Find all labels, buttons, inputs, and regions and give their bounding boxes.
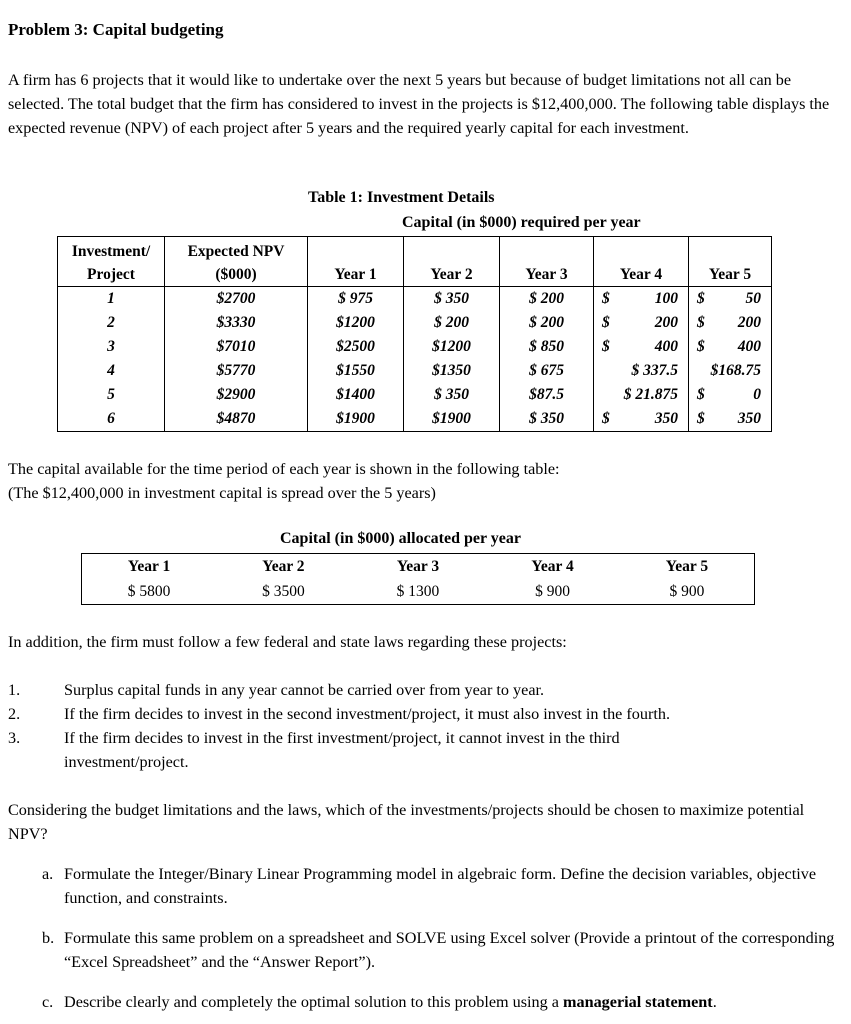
- cell-y1: $1200: [308, 311, 404, 335]
- part-label: c.: [42, 993, 54, 1011]
- cell-npv: $4870: [165, 407, 308, 432]
- cell-y3: $ 200: [500, 311, 594, 335]
- cell-y2: $1200: [404, 335, 500, 359]
- cell-y1: $1400: [308, 383, 404, 407]
- part-text: Formulate the Integer/Binary Linear Programming model in algebraic form. Define the decision variables, objective function, and constraints.: [64, 865, 817, 907]
- part-text: Formulate this same problem on a spreadsheet and SOLVE using Excel solver (Provide a printout of the corresponding “Excel Spreadsheet” and the “Answer Report”).: [64, 929, 835, 971]
- year-label: Year 3: [351, 554, 486, 580]
- cell-y4: $ 337.5: [594, 359, 689, 383]
- part-text: Describe clearly and completely the optimal solution to this problem using a managerial statement.: [64, 993, 717, 1011]
- year-amount: $ 3500: [262, 582, 305, 600]
- cell-y3: $ 850: [500, 335, 594, 359]
- header-year3: Year 3: [500, 237, 594, 287]
- table1-caption: Table 1: Investment Details: [308, 189, 495, 206]
- part-label: a.: [42, 865, 54, 883]
- cell-y1: $1550: [308, 359, 404, 383]
- header-year2: Year 2: [404, 237, 500, 287]
- cell-y2: $1350: [404, 359, 500, 383]
- cell-npv: $7010: [165, 335, 308, 359]
- table1-subcaption: Capital (in $000) required per year: [402, 214, 641, 231]
- capital-allocation-table: [81, 553, 755, 605]
- table1-header-row: [58, 237, 772, 287]
- part-label: b.: [42, 929, 55, 947]
- table-row: [58, 287, 772, 312]
- capital-text-1: The capital available for the time period of each year is shown in the following table:: [8, 460, 560, 478]
- cell-y5: $ 50: [689, 287, 772, 312]
- cell-y1: $1900: [308, 407, 404, 432]
- year-label: Year 5: [620, 554, 755, 580]
- cell-y2: $1900: [404, 407, 500, 432]
- law-number: 1.: [8, 681, 21, 699]
- cell-y2: $ 200: [404, 311, 500, 335]
- law-number: 3.: [8, 729, 21, 747]
- law-text: If the firm decides to invest in the second investment/project, it must also invest in the fourth.: [64, 705, 671, 723]
- header-npv: Expected NPV ($000): [165, 237, 308, 287]
- law-number: 2.: [8, 705, 21, 723]
- cell-y4: $ 350: [594, 407, 689, 432]
- cell-y4: $ 21.875: [594, 383, 689, 407]
- year-amount: $ 900: [669, 582, 705, 600]
- table2-amounts-row: [82, 579, 755, 605]
- cell-npv: $5770: [165, 359, 308, 383]
- cell-y1: $ 975: [308, 287, 404, 312]
- cell-y4: $ 400: [594, 335, 689, 359]
- table-row: [58, 359, 772, 383]
- cell-y5: $ 0: [689, 383, 772, 407]
- cell-y2: $ 350: [404, 383, 500, 407]
- year-label: Year 4: [485, 554, 620, 580]
- table-row: [58, 335, 772, 359]
- cell-y4: $ 100: [594, 287, 689, 312]
- capital-text-2: (The $12,400,000 in investment capital is spread over the 5 years): [8, 484, 436, 502]
- cell-npv: $2700: [165, 287, 308, 312]
- year-amount: $ 5800: [127, 582, 171, 600]
- cell-npv: $3330: [165, 311, 308, 335]
- cell-y3: $ 350: [500, 407, 594, 432]
- year-label: Year 1: [82, 554, 217, 580]
- cell-y3: $ 675: [500, 359, 594, 383]
- cell-y3: $ 200: [500, 287, 594, 312]
- page-title: Problem 3: Capital budgeting: [8, 20, 224, 39]
- cell-project: 2: [58, 311, 165, 335]
- investment-details-table: [57, 236, 772, 432]
- table2-caption: Capital (in $000) allocated per year: [280, 530, 522, 547]
- header-year1: Year 1: [308, 237, 404, 287]
- law-text: If the firm decides to invest in the first investment/project, it cannot invest in the third investment/project.: [64, 729, 620, 771]
- main-question: Considering the budget limitations and the laws, which of the investments/projects should be chosen to maximize potential NPV?: [8, 801, 805, 843]
- cell-y3: $87.5: [500, 383, 594, 407]
- table-row: [58, 311, 772, 335]
- cell-y2: $ 350: [404, 287, 500, 312]
- header-year4: Year 4: [594, 237, 689, 287]
- cell-y5: $ 400: [689, 335, 772, 359]
- cell-project: 3: [58, 335, 165, 359]
- year-label: Year 2: [216, 554, 351, 580]
- cell-y1: $2500: [308, 335, 404, 359]
- cell-project: 4: [58, 359, 165, 383]
- table-row: [58, 407, 772, 432]
- cell-y5: $ 350: [689, 407, 772, 432]
- cell-y5: $168.75: [689, 359, 772, 383]
- header-investment: Investment/ Project: [58, 237, 165, 287]
- intro-paragraph: A firm has 6 projects that it would like to undertake over the next 5 years but because of budget limitations not all can be selected. The total budget that the firm has considered to invest in the projects is $12,400,000. The following table displays the expected revenue (NPV) of each project after 5 years and the required yearly capital for each investment.: [8, 71, 830, 137]
- cell-project: 1: [58, 287, 165, 312]
- cell-npv: $2900: [165, 383, 308, 407]
- cell-project: 6: [58, 407, 165, 432]
- header-year5: Year 5: [689, 237, 772, 287]
- cell-y5: $ 200: [689, 311, 772, 335]
- laws-intro: In addition, the firm must follow a few federal and state laws regarding these projects:: [8, 633, 567, 651]
- law-text: Surplus capital funds in any year cannot be carried over from year to year.: [64, 681, 545, 699]
- bold-managerial-statement: managerial statement: [563, 993, 713, 1011]
- cell-project: 5: [58, 383, 165, 407]
- table-row: [58, 383, 772, 407]
- year-amount: $ 1300: [396, 582, 440, 600]
- table2-years-row: [82, 554, 755, 580]
- year-amount: $ 900: [535, 582, 571, 600]
- cell-y4: $ 200: [594, 311, 689, 335]
